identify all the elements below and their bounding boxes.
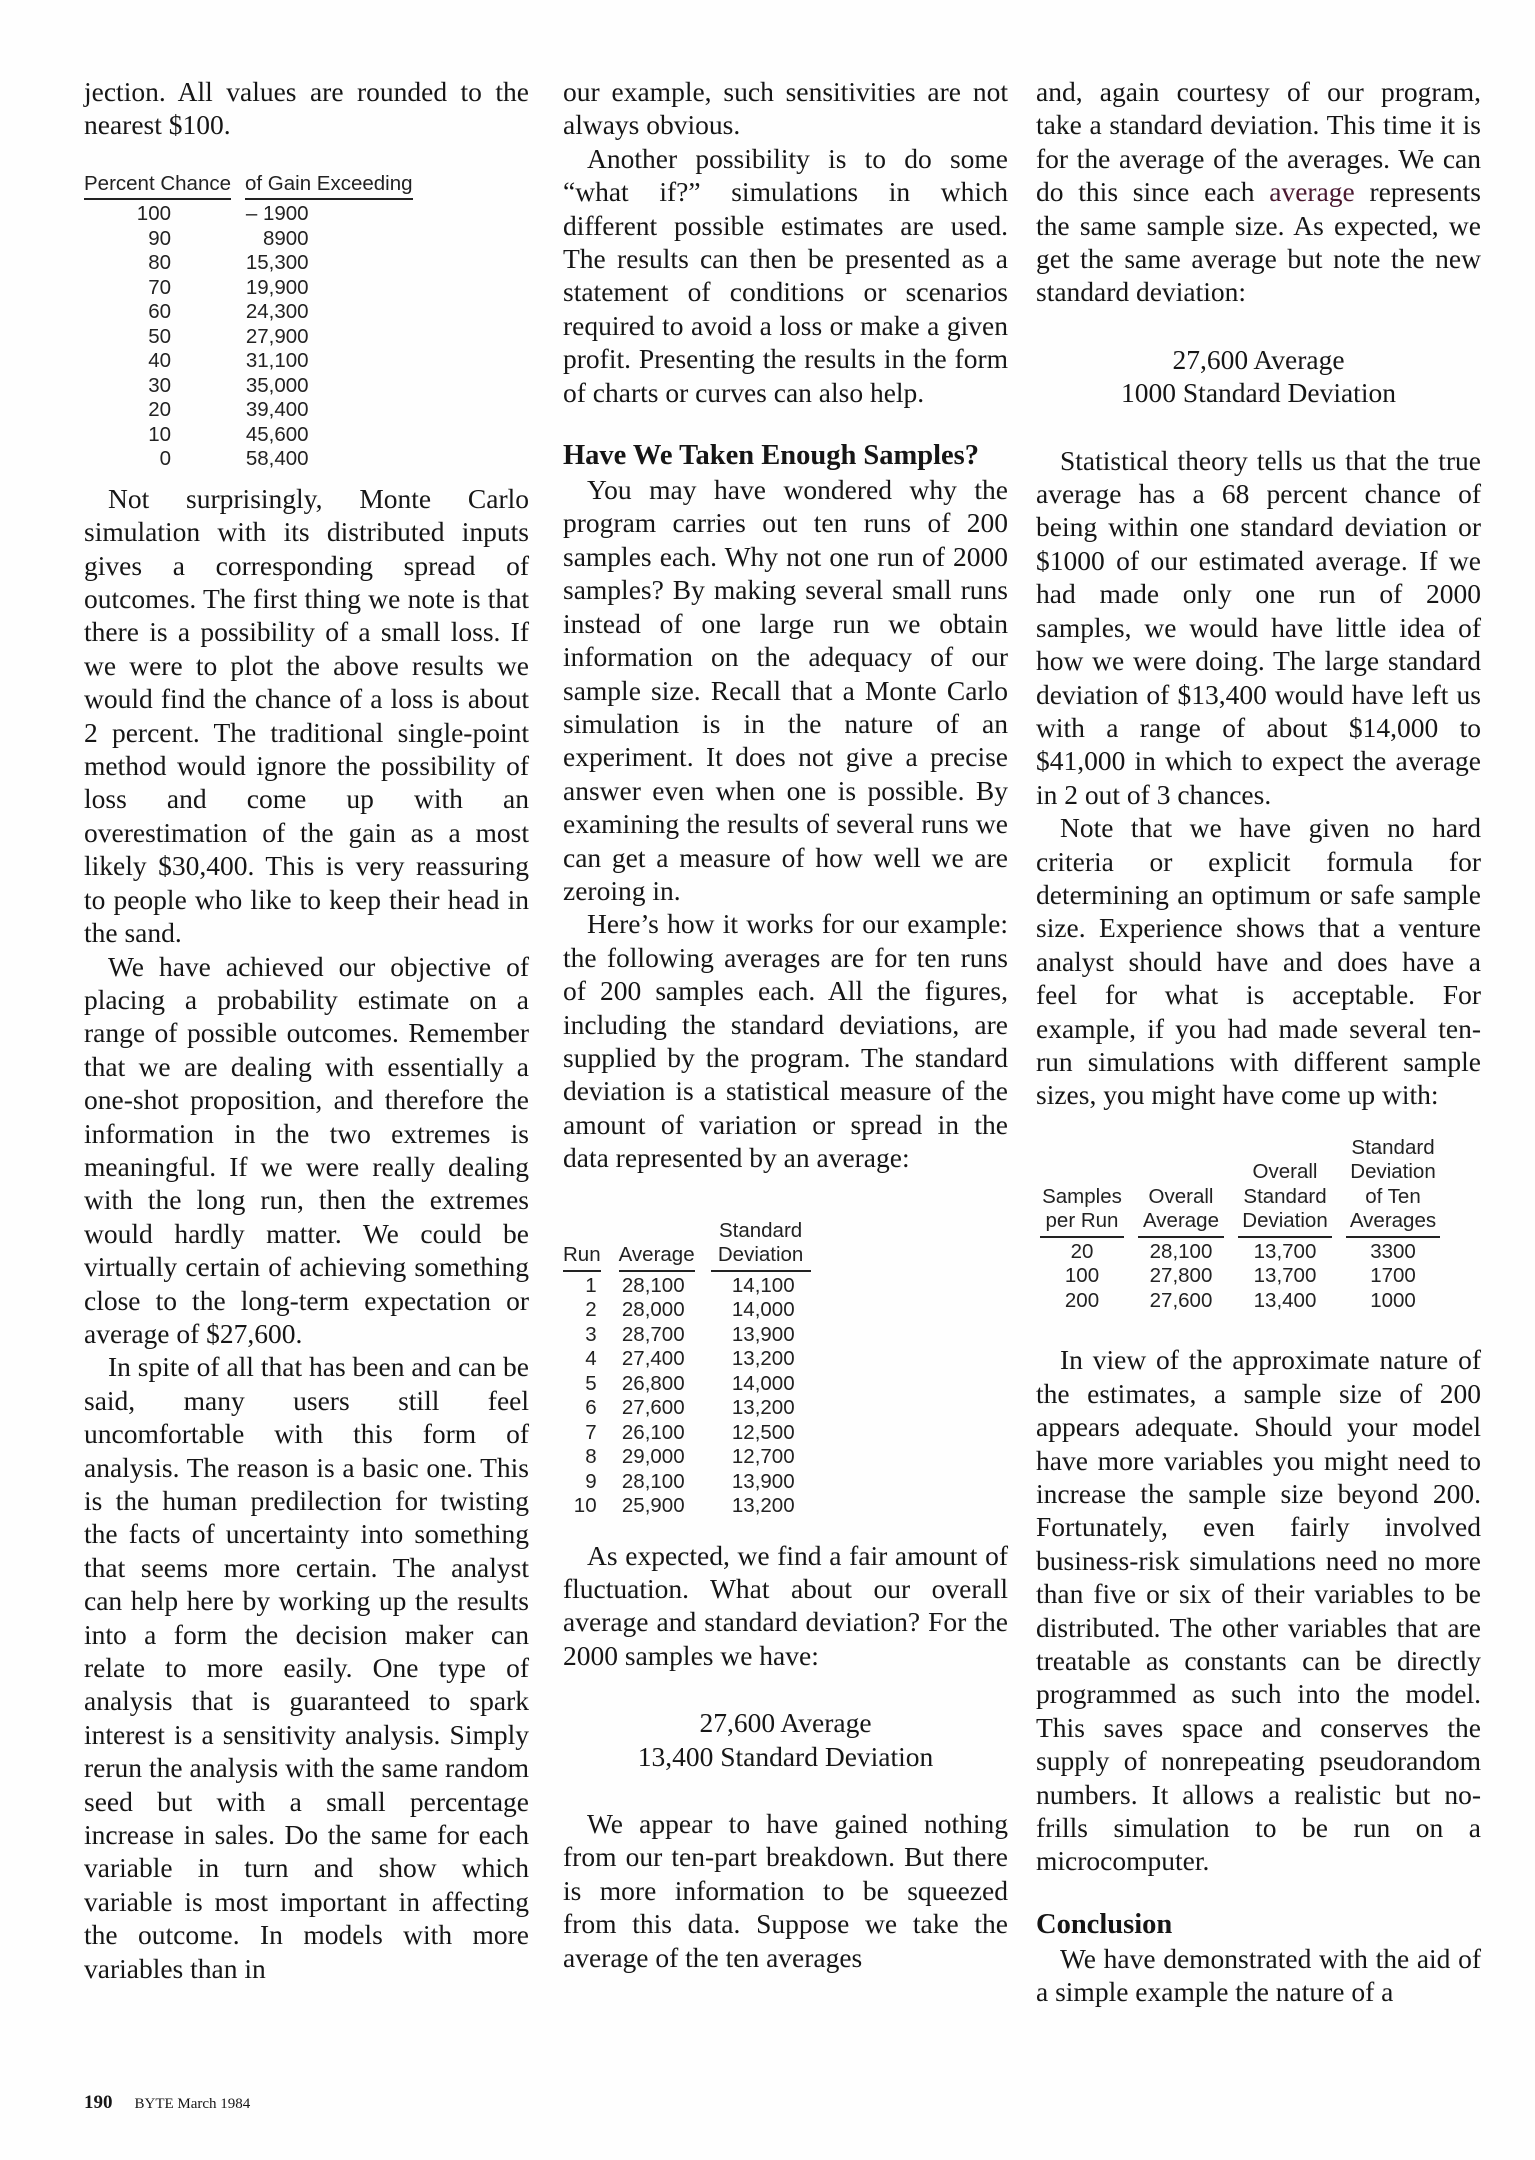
section-heading: Conclusion bbox=[1036, 1908, 1173, 1940]
column-header: Average bbox=[619, 1219, 711, 1274]
table-header-row bbox=[563, 1219, 811, 1274]
table-row: 40 31,100 bbox=[148, 349, 309, 373]
column-2 bbox=[563, 75, 1008, 1974]
table-row: 7 26,100 12,500 bbox=[585, 1420, 795, 1444]
paragraph: Another possibility is to do some “what if?” simulations in which different possible estimates are used. The results can then be presented as a statement of conditions or scenarios required to avoid a loss or make a given profit. Presenting the results in the form of charts or curves can also help. bbox=[563, 142, 1008, 408]
result-std-dev: 13,400 Standard Deviation bbox=[637, 1740, 934, 1772]
table-header-row bbox=[84, 172, 413, 203]
paragraph: Note that we have given no hard criteria or explicit formula for determining an optimum or safe sample size. Experience shows that a venture analyst should have and does have a feel for what is acceptable. For example, if you had made several ten-run simulations with different sample sizes, you might have come up with: bbox=[1036, 812, 1481, 1111]
paragraph: and, again courtesy of our program, take a standard deviation. This time it is for the average of the averages. We can do this since each average represents the same sample size. As expected, we get the same average but note the new standard deviation: bbox=[1036, 76, 1481, 308]
column-header: Overall Average bbox=[1138, 1136, 1238, 1240]
table-row: 6 27,600 13,200 bbox=[585, 1396, 795, 1420]
table-row: 20 28,100 13,700 3300 bbox=[1070, 1239, 1416, 1263]
column-header: Standard Deviation bbox=[711, 1219, 811, 1274]
table-row: 9 28,100 13,900 bbox=[585, 1469, 795, 1493]
column-header: Standard Deviation of Ten Averages bbox=[1346, 1136, 1440, 1240]
overall-result-block bbox=[563, 1706, 1008, 1773]
paragraph: Here’s how it works for our example: the following averages are for ten runs of 200 samples each. All the figures, including the standard deviations, are supplied by the program. The standard deviation is a statistical measure of the amount of variation or spread in the data represented by an average: bbox=[563, 908, 1008, 1174]
column-1 bbox=[84, 75, 529, 1985]
table-row: 50 27,900 bbox=[148, 324, 309, 348]
paragraph: In view of the approximate nature of the estimates, a sample size of 200 appears adequate. Should your model have more variables you might need to increase the sample size beyond 200. Fortunately, even fairly involved business-risk simulations need no more than five or six of their variables to be distributed. The other variables that are treatable as constants can be directly programmed as such into the model. This saves space and conserves the supply of nonrepeating pseudorandom numbers. It allows a realistic but no-frills simulation to be run on a microcomputer. bbox=[1036, 1344, 1481, 1877]
result-std-dev: 1000 Standard Deviation bbox=[1121, 377, 1396, 409]
table-row: 8 29,000 12,700 bbox=[585, 1445, 795, 1469]
column-header: of Gain Exceeding bbox=[245, 172, 413, 203]
column-header: Samples per Run bbox=[1040, 1136, 1138, 1240]
paragraph: As expected, we find a fair amount of fluctuation. What about our overall average and standard deviation? For the 2000 samples we have: bbox=[563, 1539, 1008, 1671]
table-row: 70 19,900 bbox=[148, 275, 309, 299]
paragraph: We appear to have gained nothing from our ten-part breakdown. But there is more information to be squeezed from this data. Suppose we take the average of the ten averages bbox=[563, 1808, 1008, 1973]
paragraph: In spite of all that has been and can be said, many users still feel uncomfortable with this form of analysis. The reason is a basic one. This is the human predilection for twisting the facts of uncertainty into something that seems more certain. The analyst can help here by working up the results into a form the decision maker can relate to more easily. One type of analysis that is guaranteed to spark interest is a sensitivity analysis. Simply rerun the analysis with the same random seed but with a small percentage increase in sales. Do the same for each variable in turn and show which variable is most important in affecting the outcome. In models with more variables than in bbox=[84, 1351, 529, 1984]
sample-size-table bbox=[1040, 1136, 1440, 1314]
table-row: 20 39,400 bbox=[148, 398, 309, 422]
paragraph-intro: jection. All values are rounded to the nearest $100. bbox=[84, 76, 529, 141]
column-header: Percent Chance bbox=[84, 172, 245, 203]
gain-probability-table bbox=[84, 172, 413, 472]
table-row: 2 28,000 14,000 bbox=[585, 1298, 795, 1322]
paragraph: Statistical theory tells us that the true average has a 68 percent chance of being within one standard deviation or $1000 of our estimated average. If we had made only one run of 2000 samples, we would have little idea of how we were doing. The large standard deviation of $13,400 would have left us with a range of about $14,000 to $41,000 in which to expect the average in 2 out of 3 chances. bbox=[1036, 444, 1481, 810]
table-row: 10 45,600 bbox=[148, 422, 309, 446]
paragraph: We have achieved our objective of placing a probability estimate on a range of possible outcomes. Remember that we are dealing with essentially a one-shot proposition, and therefore the information in the two extremes is meaningful. If we were really dealing with the long run, then the extremes would hardly matter. We could be virtually certain of achieving something close to the long-term expectation or average of $27,600. bbox=[84, 950, 529, 1349]
result-average: 27,600 Average bbox=[699, 1707, 872, 1739]
table-row: 100 – 1900 bbox=[136, 202, 309, 226]
table-row: 5 26,800 14,000 bbox=[585, 1371, 795, 1395]
paragraph: Not surprisingly, Monte Carlo simulation with its distributed inputs gives a corresponding spread of outcomes. The first thing we note is that there is a possibility of a small loss. If we were to plot the above results we would find the chance of a loss is about 2 percent. The traditional single-point method would ignore the possibility of loss and come up with an overestimation of the gain as a most likely $30,400. This is very reassuring to people who like to keep their head in the sand. bbox=[84, 482, 529, 949]
table-row: 100 27,800 13,700 1700 bbox=[1064, 1264, 1416, 1288]
table-row: 1 28,100 14,100 bbox=[585, 1273, 795, 1297]
table-row: 200 27,600 13,400 1000 bbox=[1064, 1288, 1416, 1312]
table-row: 4 27,400 13,200 bbox=[585, 1347, 795, 1371]
page-number: 190 bbox=[84, 2092, 113, 2113]
table-row: 80 15,300 bbox=[148, 251, 309, 275]
paragraph: We have demonstrated with the aid of a simple example the nature of a bbox=[1036, 1942, 1481, 2008]
paragraph: our example, such sensitivities are not always obvious. bbox=[563, 76, 1008, 141]
column-header: Run bbox=[563, 1219, 619, 1274]
page-footer bbox=[84, 2092, 250, 2114]
column-3 bbox=[1036, 75, 1481, 2009]
table-row: 30 35,000 bbox=[148, 373, 309, 397]
table-row: 0 58,400 bbox=[159, 447, 309, 471]
section-heading: Have We Taken Enough Samples? bbox=[563, 440, 980, 472]
table-header-row bbox=[1040, 1136, 1440, 1240]
table-row: 10 25,900 13,200 bbox=[573, 1494, 795, 1518]
table-row: 60 24,300 bbox=[148, 300, 309, 324]
column-header: Overall Standard Deviation bbox=[1238, 1136, 1346, 1240]
paragraph: You may have wondered why the program carries out ten runs of 200 samples each. Why not one run of 2000 samples? By making several small runs instead of one large run we obtain information on the adequacy of our sample size. Recall that a Monte Carlo simulation is in the nature of an experiment. It does not give a precise answer even when one is possible. By examining the results of several runs we can get a measure of how well we are zeroing in. bbox=[563, 474, 1008, 906]
runs-table bbox=[563, 1219, 811, 1519]
averages-result-block bbox=[1036, 343, 1481, 410]
highlighted-word: average bbox=[1269, 176, 1355, 208]
result-average: 27,600 Average bbox=[1172, 343, 1345, 375]
table-row: 90 8900 bbox=[148, 226, 309, 250]
table-row: 3 28,700 13,900 bbox=[585, 1322, 795, 1346]
publication-info: BYTE March 1984 bbox=[134, 2096, 251, 2112]
